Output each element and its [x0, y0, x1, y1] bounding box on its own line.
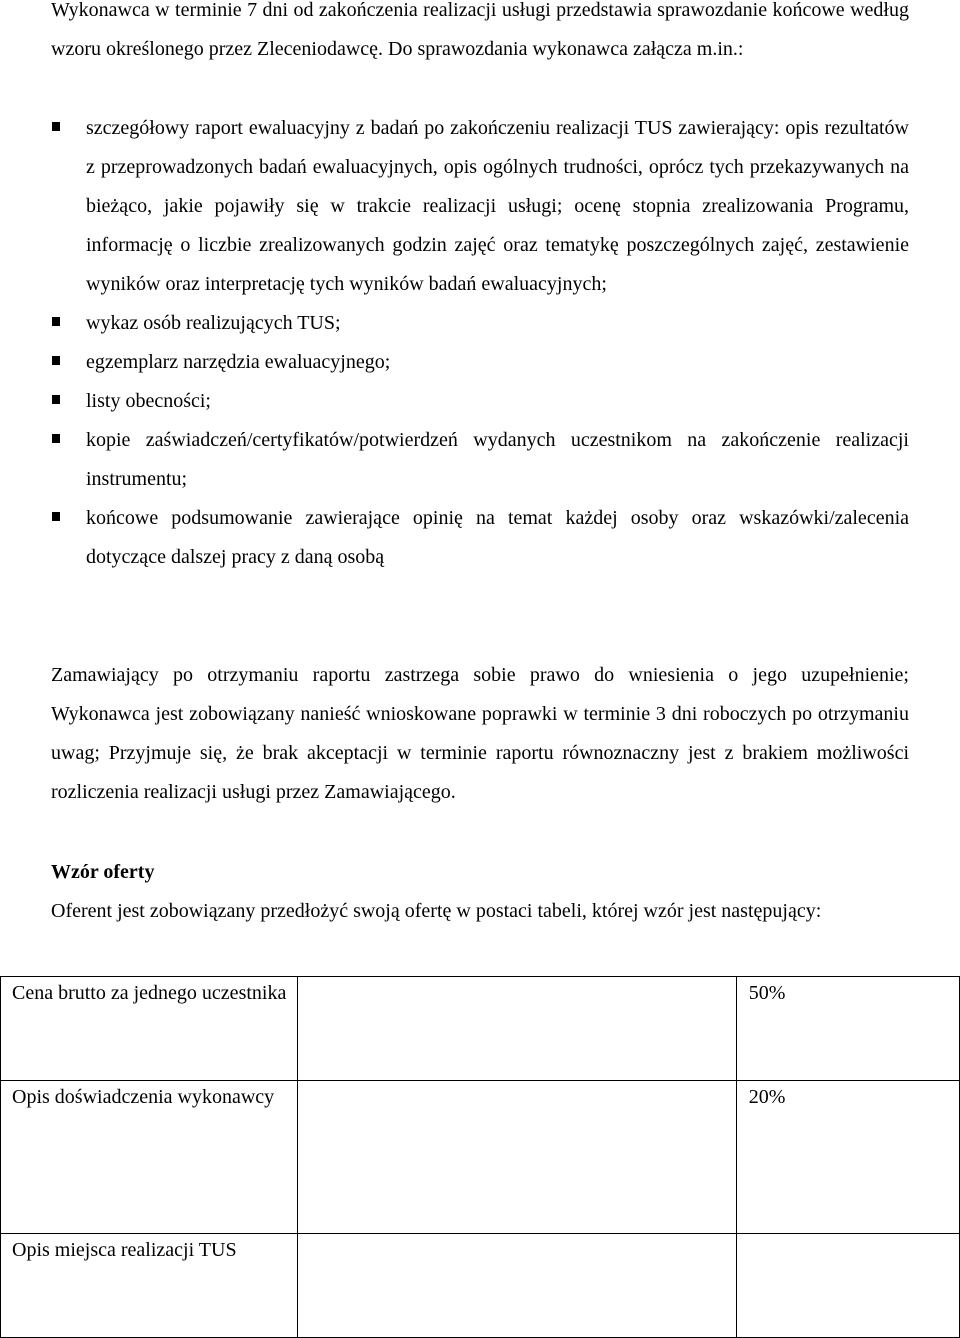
offer-intro-paragraph: Oferent jest zobowiązany przedłożyć swoją ofertę w postaci tabeli, której wzór jest następujący: — [51, 900, 822, 922]
list-item-text: egzemplarz narzędzia ewaluacyjnego; — [86, 351, 391, 373]
list-item-text: wykaz osób realizujących TUS; — [86, 312, 341, 334]
offer-value — [298, 1081, 735, 1084]
list-item — [51, 499, 909, 577]
list-item — [51, 304, 909, 343]
list-item — [51, 382, 909, 421]
list-item-text: kopie zaświadczeń/certyfikatów/potwierdzeń wydanych uczestnikom na zakończenie realizacji instrumentu; — [86, 429, 909, 490]
offer-heading: Wzór oferty — [51, 861, 155, 883]
criterion-cell — [1, 977, 298, 1081]
criterion-cell — [1, 1081, 298, 1234]
weight-cell — [736, 977, 959, 1081]
table-row — [1, 1081, 960, 1234]
square-bullet-icon — [52, 356, 60, 365]
list-item-text: listy obecności; — [86, 390, 211, 412]
offer-value-cell[interactable] — [298, 1234, 736, 1338]
square-bullet-icon — [52, 434, 60, 443]
weight-cell — [736, 1081, 959, 1234]
offer-value — [298, 1234, 735, 1237]
criterion-label: Cena brutto za jednego uczestnika — [12, 982, 287, 1004]
offer-value-cell[interactable] — [298, 1081, 736, 1234]
offer-table — [0, 976, 960, 1338]
square-bullet-icon — [52, 317, 60, 326]
square-bullet-icon — [52, 122, 60, 131]
weight-value: 20% — [748, 1086, 786, 1108]
attachments-list — [51, 109, 909, 577]
list-item — [51, 343, 909, 382]
weight-value — [737, 1234, 959, 1237]
square-bullet-icon — [52, 512, 60, 521]
criterion-label: Opis miejsca realizacji TUS — [12, 1239, 237, 1261]
table-row — [1, 977, 960, 1081]
square-bullet-icon — [52, 395, 60, 404]
report-terms-paragraph: Zamawiający po otrzymaniu raportu zastrzega sobie prawo do wniesienia o jego uzupełnienie; Wykonawca jest zobowiązany nanieść wnioskowane poprawki w terminie 3 dni roboczych po otrzymaniu uwag; Przyjmuje się, że brak akceptacji w terminie raportu równoznaczny jest z brakiem możliwości rozliczenia realizacji usługi przez Zamawiającego. — [51, 664, 909, 803]
table-row — [1, 1234, 960, 1338]
list-item-text: końcowe podsumowanie zawierające opinię na temat każdej osoby oraz wskazówki/zalecenia dotyczące dalszej pracy z daną osobą — [86, 507, 909, 568]
list-item-text: szczegółowy raport ewaluacyjny z badań po zakończeniu realizacji TUS zawierający: opis rezultatów z przeprowadzonych badań ewaluacyjnych, opis ogólnych trudności, oprócz tych przekazywanych na bieżąco, jakie pojawiły się w trakcie realizacji usługi; ocenę stopnia zrealizowania Programu, informację o liczbie zrealizowanych godzin zajęć oraz tematykę poszczególnych zajęć, zestawienie wyników oraz interpretację tych wyników badań ewaluacyjnych; — [86, 117, 909, 295]
intro-paragraph: Wykonawca w terminie 7 dni od zakończenia realizacji usługi przedstawia sprawozdanie końcowe według wzoru określonego przez Zleceniodawcę. Do sprawozdania wykonawca załącza m.in.: — [51, 0, 909, 60]
criterion-cell — [1, 1234, 298, 1338]
offer-value — [298, 977, 735, 980]
list-item — [51, 109, 909, 304]
offer-value-cell[interactable] — [298, 977, 736, 1081]
list-item — [51, 421, 909, 499]
weight-cell — [736, 1234, 959, 1338]
criterion-label: Opis doświadczenia wykonawcy — [12, 1086, 275, 1108]
weight-value: 50% — [748, 982, 786, 1004]
